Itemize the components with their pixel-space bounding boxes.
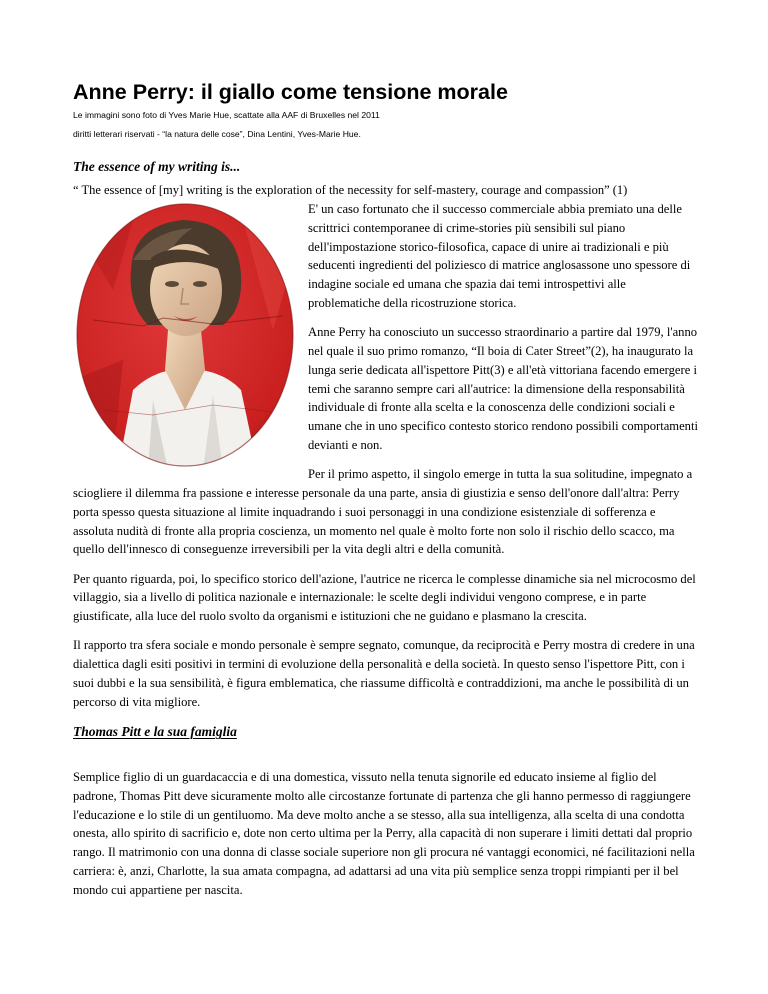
photo-credit-line: Le immagini sono foto di Yves Marie Hue, scattate alla AAF di Bruxelles nel 2011 <box>73 110 380 120</box>
copyright-line: diritti letterari riservati - “la natura delle cose”, Dina Lentini, Yves-Marie Hue. <box>73 129 361 139</box>
paragraph-2: Anne Perry ha conosciuto un successo straordinario a partire dal 1979, l'anno nel quale il suo primo romanzo, “Il boia di Cater Street”(2), ha inaugurato la lunga serie dedicata all'ispettore Pitt(3) e all'età vittoriana facendo emergere i temi che saranno sempre cari all'autrice: la dimensione della responsabilità individuale di fronte alla scelta e la conoscenza delle condizioni sociali e umane che in uno specifico contesto storico rendono possibili comportamenti devianti e non. <box>308 325 698 452</box>
essence-quote: “ The essence of [my] writing is the exploration of the necessity for self-mastery, courage and compassion” (1) <box>73 183 628 197</box>
paragraph-5: Il rapporto tra sfera sociale e mondo personale è sempre segnato, comunque, da reciprocità e Perry mostra di credere in una dialettica dagli esiti positivi in termini di evoluzione della personalità e della società. In questo senso l'ispettore Pitt, con i suoi dubbi e la sua sensibilità, è figura emblematica, che riassume difficoltà e contraddizioni, ma anche le possibilità di un percorso di vita migliore. <box>73 638 695 709</box>
page-title: Anne Perry: il giallo come tensione morale <box>73 80 508 104</box>
section-heading-essence: The essence of my writing is... <box>73 159 241 174</box>
article-body <box>73 200 698 722</box>
portrait-painting-icon <box>73 200 298 470</box>
paragraph-1: E' un caso fortunato che il successo commerciale abbia premiato una delle scrittrici contemporanee di crime-stories più sensibili sul piano dell'impostazione storico-filosofica, capace di unire ai tradizionali e più seducenti ingredienti del poliziesco di matrice anglosassone uno spessore di indagine sociale ed umana che spazia dai temi introspettivi alle problematiche della ricostruzione storica. <box>308 202 691 310</box>
paragraph-3: Per il primo aspetto, il singolo emerge in tutta la sua solitudine, impegnato a sciogliere il dilemma fra passione e interesse personale da una parte, ansia di giustizia e senso dell'onore dall'altra: Perry porta spesso questa situazione al limite inquadrando i suoi personaggi in una condizione esistenziale di sofferenza e assoluta nudità di fronte alla propria coscienza, un momento nel quale è molto forte non solo il rischio dello scacco, ma quello dell'innesco di conseguenze irreversibili per la vita degli altri e della comunità. <box>73 467 693 557</box>
paragraph-pitt: Semplice figlio di un guardacaccia e di una domestica, vissuto nella tenuta signorile ed educato insieme al figlio del padrone, Thomas Pitt deve sicuramente molto alle circostanze fortunate di partenza che gli hanno permesso di raggiungere l'educazione e lo stile di un gentiluomo. Ma deve molto anche a se stesso, alla sua intelligenza, alla scelta di una condotta onesta, allo spirito di sacrificio e, dote non certo ultima per la Perry, alla capacità di non superare i limiti dettati dal proprio rango. Il matrimonio con una donna di classe sociale superiore non gli procura né vantaggi economici, né facilitazioni nella carriera: è, anzi, Charlotte, la sua amata compagna, ad adattarsi ad una vita più semplice senza troppi rimpianti per il bel mondo cui appartiene per nascita. <box>73 770 695 897</box>
paragraph-4: Per quanto riguarda, poi, lo specifico storico dell'azione, l'autrice ne ricerca le complesse dinamiche sia nel microcosmo del villaggio, sia a livello di politica nazionale e internazionale: le scelte degli individui vengono comprese, e in parte giustificate, alla luce del ruolo svolto da organismi e istituzioni che ne guidano e plasmano la crescita. <box>73 571 696 624</box>
portrait-painting-image <box>73 200 298 470</box>
section-heading-pitt: Thomas Pitt e la sua famiglia <box>73 724 237 739</box>
